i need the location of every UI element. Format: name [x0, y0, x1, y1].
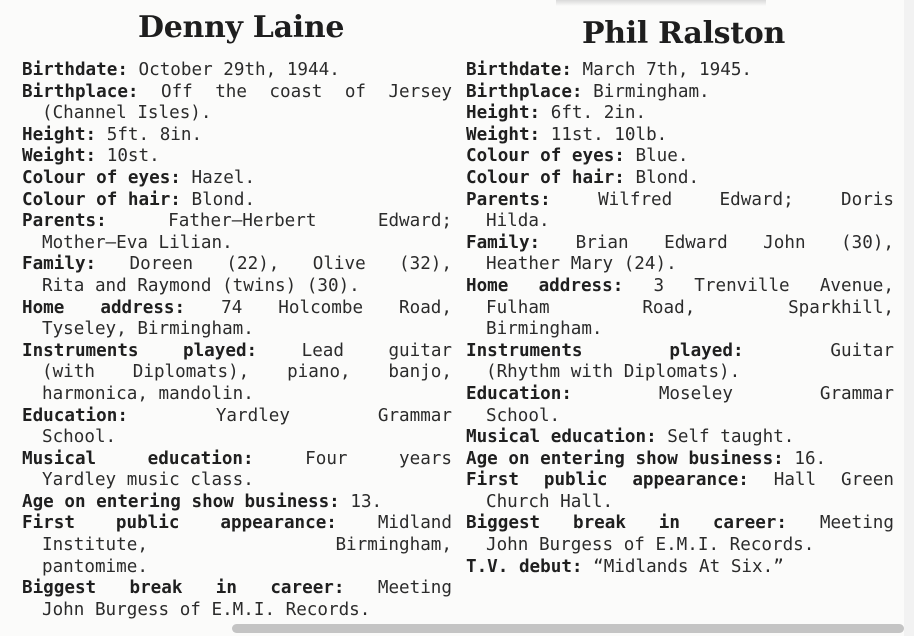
entry-value: Yardley Grammar [127, 405, 452, 426]
entry-value: Brian Edward John (30), [540, 232, 894, 253]
entry-continuation: John Burgess of E.M.I. Records. [486, 535, 815, 556]
profile-entry [466, 449, 894, 471]
profile-entry [22, 492, 452, 514]
entry-continuation: (with Diplomats), piano, banjo, [42, 362, 452, 383]
entry-continuation: harmonica, mandolin. [42, 383, 254, 404]
entry-label: Birthdate: [22, 60, 128, 80]
profile-entry [466, 103, 894, 125]
left-profile-column [22, 60, 452, 621]
left-heading-name: Denny Laine [138, 10, 345, 45]
entry-value: Meeting [344, 578, 452, 599]
entry-label: Height: [22, 124, 97, 145]
right-profile-column [466, 60, 894, 578]
profile-entry [22, 406, 452, 449]
profile-entry [466, 384, 894, 427]
entry-label: First public appearance: [466, 470, 749, 491]
entry-first-line [466, 168, 894, 190]
profile-entry [466, 82, 894, 104]
entry-label: Biggest break in career: [466, 513, 787, 534]
horizontal-scrollbar[interactable] [232, 624, 904, 633]
entry-label: Colour of eyes: [22, 167, 181, 188]
entry-first-line [466, 276, 894, 298]
entry-value: 5ft. 8in. [96, 124, 203, 145]
entry-first-line [22, 211, 452, 233]
entry-value: 3 Trenville Avenue, [623, 275, 894, 296]
entry-label: Age on entering show business: [466, 448, 784, 469]
entry-value: “Midlands At Six.” [582, 556, 784, 577]
entry-label: Birthdate: [466, 60, 572, 80]
entry-value: Moseley Grammar [571, 383, 894, 404]
entry-first-line [466, 427, 894, 449]
entry-value: Four years [253, 448, 452, 469]
entry-continuation: Institute, Birmingham, [42, 535, 452, 556]
entry-value: 11st. 10lb. [540, 124, 668, 145]
entry-label: Colour of eyes: [466, 146, 625, 167]
entry-value: Meeting [787, 513, 894, 534]
entry-first-line [22, 578, 452, 600]
entry-label: Musical education: [22, 448, 254, 469]
entry-first-line [22, 513, 452, 535]
entry-label: Home address: [466, 275, 624, 296]
entry-label: Family: [466, 232, 541, 253]
entry-label: Weight: [22, 146, 97, 167]
entry-label: Family: [22, 254, 97, 275]
entry-value: 74 Holcombe Road, [185, 297, 452, 318]
entry-label: Colour of hair: [466, 167, 625, 188]
entry-first-line [22, 341, 452, 363]
entry-continuation: Birmingham. [486, 319, 603, 340]
profile-entry [466, 233, 894, 276]
entry-continuation: pantomime. [42, 556, 148, 577]
entry-first-line [466, 190, 894, 212]
entry-label: Home address: [22, 297, 186, 318]
entry-first-line [466, 341, 894, 363]
entry-label: Instruments played: [466, 340, 744, 361]
entry-continuation: Mother—Eva Lilian. [42, 232, 233, 253]
entry-continuation: Yardley music class. [42, 470, 254, 491]
entry-first-line [466, 125, 894, 147]
entry-first-line [22, 82, 452, 104]
right-heading-name: Phil Ralston [582, 16, 786, 51]
profile-entry [466, 146, 894, 168]
entry-first-line [22, 146, 452, 168]
entry-first-line [22, 298, 452, 320]
entry-label: T.V. debut: [466, 556, 583, 577]
entry-first-line [466, 103, 894, 125]
profile-entry [22, 298, 452, 341]
entry-first-line [22, 190, 452, 212]
entry-label: Instruments played: [22, 340, 258, 361]
entry-value: Doreen (22), Olive (32), [96, 254, 452, 275]
profile-entry [466, 513, 894, 556]
entry-value: October 29th, 1944. [127, 60, 340, 80]
entry-continuation: John Burgess of E.M.I. Records. [42, 599, 371, 620]
profile-entry [22, 125, 452, 147]
entry-value: Hazel. [180, 167, 256, 188]
entry-label: Age on entering show business: [22, 491, 340, 512]
profile-entry [466, 276, 894, 341]
entry-value: Midland [336, 513, 452, 534]
profile-entry [22, 82, 452, 125]
entry-label: Education: [22, 405, 128, 426]
entry-value: 10st. [96, 146, 160, 167]
profile-entry [22, 578, 452, 621]
entry-first-line [466, 233, 894, 255]
profile-entry [466, 125, 894, 147]
entry-first-line [22, 168, 452, 190]
entry-continuation: School. [486, 405, 561, 426]
entry-value: 6ft. 2in. [540, 103, 647, 124]
profile-entry [22, 146, 452, 168]
entry-first-line [22, 60, 452, 82]
entry-label: Education: [466, 383, 572, 404]
entry-value: 16. [783, 448, 827, 469]
entry-continuation: Hilda. [486, 211, 550, 232]
profile-entry [22, 513, 452, 578]
entry-continuation: Rita and Raymond (twins) (30). [42, 275, 360, 296]
entry-value: Off the coast of Jersey [138, 81, 452, 102]
entry-label: Birthplace: [466, 81, 583, 102]
profile-entry [466, 60, 894, 82]
entry-value: Blond. [624, 167, 700, 188]
entry-value: Hall Green [748, 470, 894, 491]
entry-label: Birthplace: [22, 81, 139, 102]
profile-entry [22, 190, 452, 212]
entry-label: Musical education: [466, 427, 657, 448]
print-smudge [556, 0, 766, 6]
entry-first-line [22, 254, 452, 276]
profile-entry [22, 211, 452, 254]
entry-value: Blue. [624, 146, 689, 167]
entry-continuation: (Channel Isles). [42, 103, 212, 124]
entry-value: Wilfred Edward; Doris [550, 189, 894, 210]
entry-label: First public appearance: [22, 513, 337, 534]
entry-continuation: Heather Mary (24). [486, 254, 677, 275]
entry-label: Parents: [22, 211, 107, 232]
entry-first-line [466, 449, 894, 471]
entry-first-line [22, 449, 452, 471]
entry-continuation: Tyseley, Birmingham. [42, 319, 254, 340]
entry-first-line [22, 492, 452, 514]
profile-entry [466, 557, 894, 579]
profile-entry [22, 449, 452, 492]
profile-entry [22, 168, 452, 190]
entry-label: Colour of hair: [22, 189, 181, 210]
entry-continuation: Fulham Road, Sparkhill, [486, 297, 894, 318]
entry-first-line [466, 146, 894, 168]
entry-label: Height: [466, 103, 541, 124]
entry-value: Birmingham. [582, 81, 710, 102]
entry-first-line [22, 406, 452, 428]
profile-entry [466, 427, 894, 449]
entry-continuation: (Rhythm with Diplomats). [486, 362, 741, 383]
entry-value: Lead guitar [257, 340, 452, 361]
profile-entry [22, 60, 452, 82]
entry-value: 13. [339, 491, 383, 512]
entry-label: Biggest break in career: [22, 578, 345, 599]
profile-entry [22, 341, 452, 406]
profile-entry [466, 341, 894, 384]
entry-value: Father—Herbert Edward; [106, 211, 452, 232]
entry-value: Guitar [743, 340, 894, 361]
entry-continuation: School. [42, 427, 117, 448]
entry-continuation: Church Hall. [486, 491, 614, 512]
page-edge [904, 0, 914, 636]
entry-first-line [22, 125, 452, 147]
entry-label: Weight: [466, 124, 541, 145]
entry-first-line [466, 513, 894, 535]
entry-value: Self taught. [656, 427, 795, 448]
entry-label: Parents: [466, 189, 551, 210]
entry-first-line [466, 82, 894, 104]
profile-entry [466, 470, 894, 513]
profile-entry [466, 168, 894, 190]
entry-value: Blond. [180, 189, 256, 210]
entry-first-line [466, 60, 894, 82]
entry-value: March 7th, 1945. [571, 60, 753, 80]
entry-first-line [466, 557, 894, 579]
entry-first-line [466, 470, 894, 492]
entry-first-line [466, 384, 894, 406]
profile-entry [22, 254, 452, 297]
profile-entry [466, 190, 894, 233]
